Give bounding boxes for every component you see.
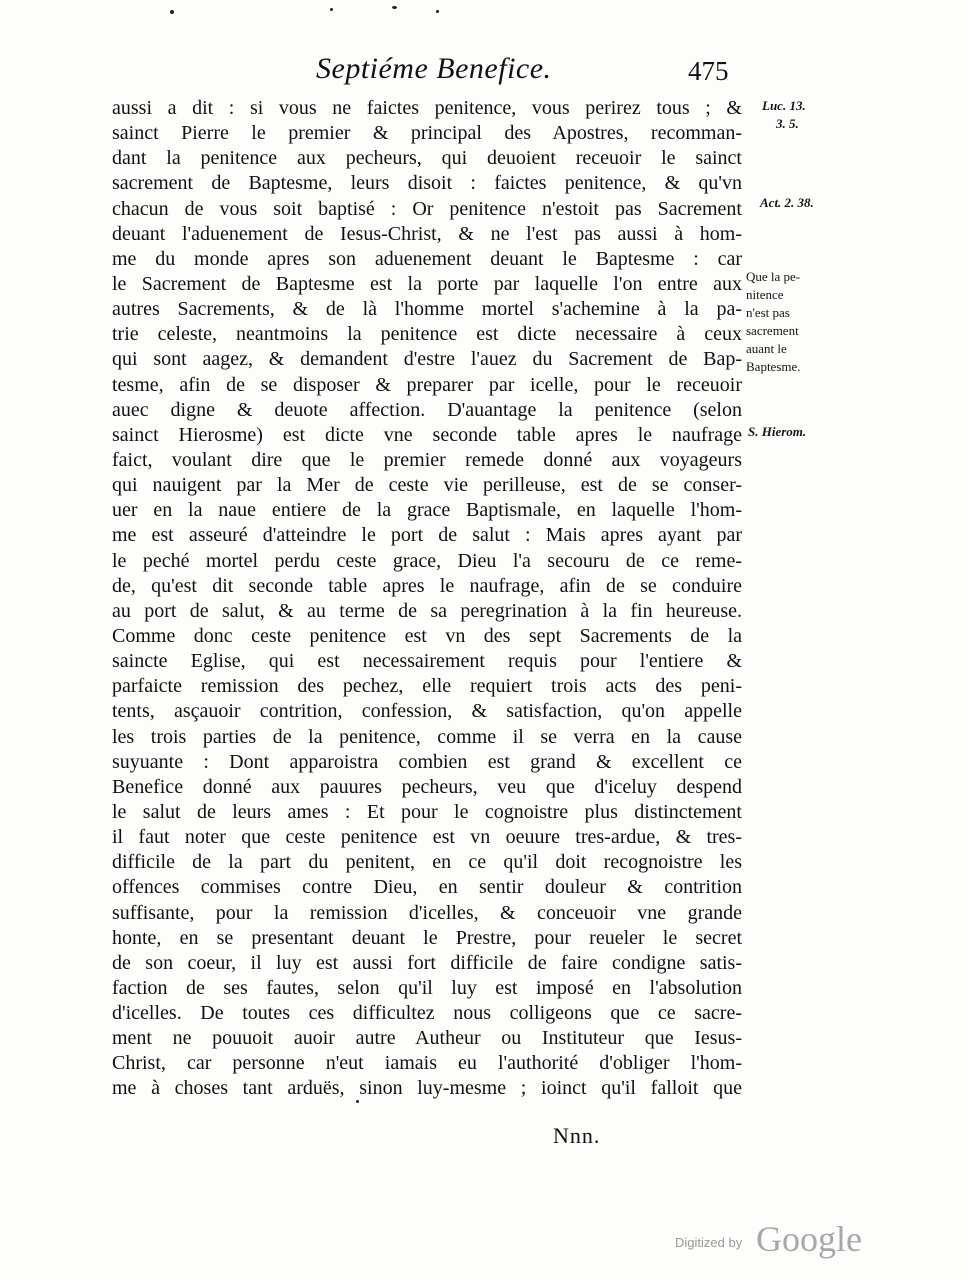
margin-note-luc (762, 97, 806, 133)
text-line: le Sacrement de Baptesme est la porte par laquelle l'on entre aux (112, 272, 742, 295)
margin-note-line: n'est pas (746, 305, 790, 320)
page-number: 475 (688, 56, 729, 86)
text-line: ment ne pouuoit auoir autre Autheur ou Instituteur que Iesus- (112, 1027, 742, 1050)
margin-note-line: sacrement (746, 323, 799, 338)
text-line: suffisante, pour la remission d'icelles, & conceuoir vne grande (112, 901, 742, 924)
margin-note-line: S. Hierom. (748, 424, 807, 439)
text-line: tesme, afin de se disposer & preparer par icelle, pour le receuoir (112, 373, 742, 396)
margin-note-line: Luc. 13. (762, 98, 806, 113)
text-line: au port de salut, & au terme de sa peregrination à la fin heureuse. (112, 599, 742, 622)
text-line: sacrement de Baptesme, leurs disoit : faictes penitence, & qu'vn (112, 172, 742, 195)
text-line: chacun de vous soit baptisé : Or penitence n'estoit pas Sacrement (112, 197, 742, 220)
text-line: faict, voulant dire que le premier remede donné aux voyageurs (112, 448, 742, 471)
print-speck (356, 1100, 359, 1103)
text-line: auec digne & deuote affection. D'auantage la penitence (selon (112, 398, 742, 421)
digitized-by-label: Digitized by (675, 1235, 743, 1250)
text-line: Christ, car personne n'eut iamais eu l'authorité d'obliger l'hom- (112, 1052, 742, 1075)
text-line: me du monde apres son aduenement deuant le Baptesme : car (112, 247, 742, 270)
text-line: il faut noter que ceste penitence est vn oeuure tres-ardue, & tres- (112, 826, 742, 849)
margin-note-line: Que la pe- (746, 269, 801, 284)
text-line: le peché mortel perdu ceste grace, Dieu l'a secouru de ce reme- (112, 549, 742, 572)
text-line: autres Sacrements, & de là l'homme mortel s'achemine à la pa- (112, 298, 742, 321)
signature-mark: Nnn. (553, 1123, 601, 1148)
margin-note-line: 3. 5. (776, 116, 799, 131)
margin-note-hierom (748, 423, 806, 441)
print-speck (170, 10, 174, 14)
text-line: trie celeste, neantmoins la penitence est dicte necessaire à ceux (112, 323, 742, 346)
text-line: uer en la naue entiere de la grace Baptismale, en laquelle l'hom- (112, 499, 742, 522)
text-line: parfaicte remission des pechez, elle requiert trois acts des peni- (112, 675, 742, 698)
text-line: dant la penitence aux pecheurs, qui deuoient receuoir le sainct (112, 147, 742, 170)
text-line: deuant l'aduenement de Iesus-Christ, & ne l'est pas aussi à hom- (112, 222, 742, 245)
text-line: sainct Pierre le premier & principal des Apostres, recomman- (112, 122, 742, 145)
text-line: saincte Eglise, qui est necessairement requis pour l'entiere & (112, 650, 742, 673)
print-speck (392, 6, 397, 9)
margin-note-line: nitence (746, 287, 784, 302)
text-line: Comme donc ceste penitence est vn des sept Sacrements de la (112, 624, 742, 647)
text-line: Benefice donné aux pauures pecheurs, veu que d'iceluy despend (112, 775, 742, 798)
text-line: tents, asçauoir contrition, confession, & satisfaction, qu'on appelle (112, 700, 742, 723)
text-line: les trois parties de la penitence, comme il se verra en la cause (112, 725, 742, 748)
text-line: honte, en se presentant deuant le Prestre, pour reueler le secret (112, 926, 742, 949)
text-line: me à choses tant arduës, sinon luy-mesme ; ioinct qu'il falloit que (112, 1077, 742, 1100)
margin-note-line: auant le (746, 341, 787, 356)
text-line: offences commises contre Dieu, en sentir douleur & contrition (112, 876, 742, 899)
main-text-block (112, 96, 742, 1102)
page-header (0, 52, 967, 92)
margin-note-line: Baptesme. (746, 359, 801, 374)
margin-note-act (760, 194, 814, 212)
print-speck (436, 10, 439, 13)
margin-note-penitence (746, 268, 801, 376)
running-title: Septiéme Benefice. (316, 52, 552, 85)
text-line: de, qu'est dit seconde table apres le naufrage, afin de se conduire (112, 574, 742, 597)
margin-note-line: Act. 2. 38. (760, 195, 814, 210)
google-logo: Google (756, 1219, 862, 1259)
text-line: aussi a dit : si vous ne faictes penitence, vous perirez tous ; & (112, 97, 742, 119)
text-line: suyuante : Dont apparoistra combien est grand & excellent ce (112, 750, 742, 773)
print-speck (330, 8, 333, 11)
text-line: faction de ses fautes, selon qu'il luy est imposé en l'absolution (112, 976, 742, 999)
text-line: difficile de la part du penitent, en ce qu'il doit recognoistre les (112, 851, 742, 874)
text-line: me est asseuré d'atteindre le port de salut : Mais apres ayant par (112, 524, 742, 547)
text-line: qui nauigent par la Mer de ceste vie perilleuse, est de se conser- (112, 474, 742, 497)
text-line: de son coeur, il luy est aussi fort difficile de faire condigne satis- (112, 951, 742, 974)
text-line: qui sont aagez, & demandent d'estre l'auez du Sacrement de Bap- (112, 348, 742, 371)
text-line: le salut de leurs ames : Et pour le cognoistre plus distinctement (112, 800, 742, 823)
text-line: d'icelles. De toutes ces difficultez nous colligeons que ce sacre- (112, 1002, 742, 1025)
text-line: sainct Hierosme) est dicte vne seconde table apres le naufrage (112, 423, 742, 446)
